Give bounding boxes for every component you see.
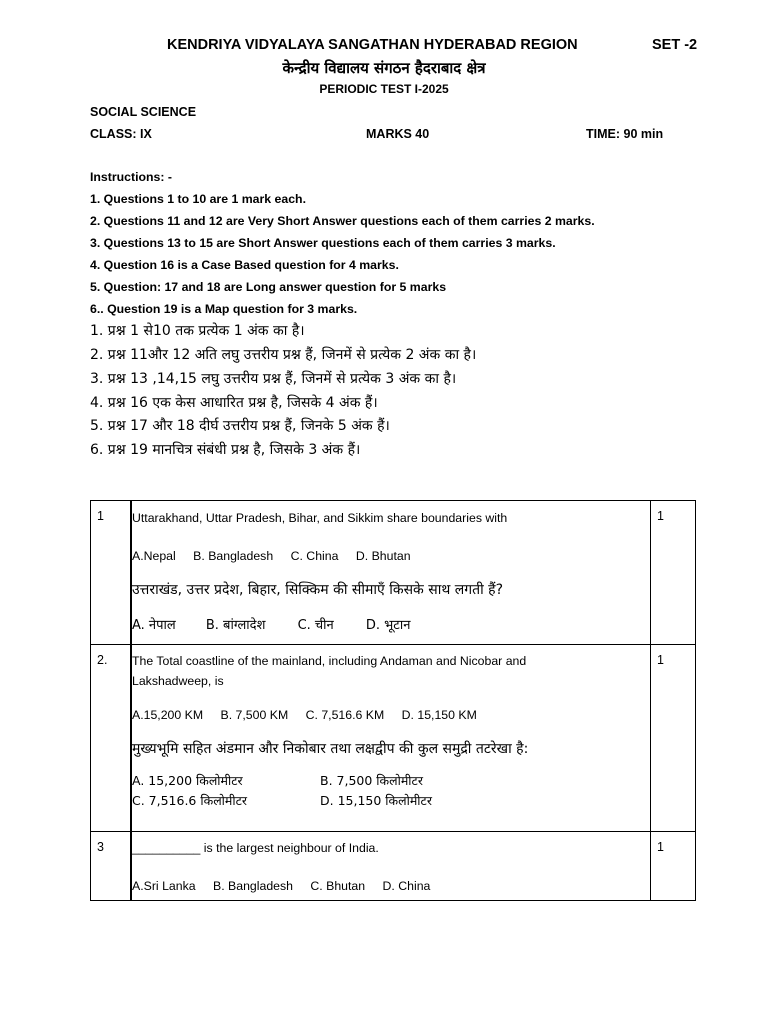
question-text: Uttarakhand, Uttar Pradesh, Bihar, and Sikkim share boundaries with xyxy=(132,511,508,525)
question-marks: 1 xyxy=(657,509,664,523)
question-options-hindi xyxy=(132,771,650,811)
hindi-instruction-line: 1. प्रश्न 1 से10 तक प्रत्येक 1 अंक का है। xyxy=(90,323,305,339)
question-text-hindi: उत्तराखंड, उत्तर प्रदेश, बिहार, सिक्किम की सीमाएँ किसके साथ लगती हैं? xyxy=(132,582,504,598)
set-label: SET -2 xyxy=(652,37,698,53)
question-number-cell xyxy=(91,832,132,901)
option-hindi: A. नेपाल xyxy=(132,618,176,633)
option: A.15,200 KM xyxy=(132,708,204,722)
school-title-hindi: केन्द्रीय विद्यालय संगठन हैदराबाद क्षेत्र xyxy=(282,59,486,77)
question-number: 3 xyxy=(97,840,104,854)
subject-label: SOCIAL SCIENCE xyxy=(90,105,197,119)
instruction-line: 3. Questions 13 to 15 are Short Answer questions each of them carries 3 marks. xyxy=(90,236,556,250)
option: D. Bhutan xyxy=(355,549,411,563)
option: D. 15,150 KM xyxy=(401,708,477,722)
marks-cell xyxy=(651,645,696,832)
option: D. China xyxy=(382,879,431,893)
question-options xyxy=(132,705,650,725)
time-label: TIME: 90 min xyxy=(586,127,664,141)
instruction-line: 5. Question: 17 and 18 are Long answer question for 5 marks xyxy=(90,280,447,294)
question-options xyxy=(132,546,650,566)
question-body xyxy=(131,832,651,901)
option-hindi: C. 7,516.6 किलोमीटर xyxy=(132,793,248,808)
option-hindi: B. 7,500 किलोमीटर xyxy=(320,773,423,788)
question-body xyxy=(131,645,651,832)
marks-cell xyxy=(651,501,696,645)
hindi-instruction-line: 2. प्रश्न 11और 12 अति लघु उत्तरीय प्रश्न हैं, जिनमें से प्रत्येक 2 अंक का है। xyxy=(90,347,477,363)
school-title: KENDRIYA VIDYALAYA SANGATHAN HYDERABAD REGION xyxy=(167,37,578,53)
option: B. Bangladesh xyxy=(213,879,293,893)
option: A.Nepal xyxy=(132,549,176,563)
hindi-instruction-line: 3. प्रश्न 13 ,14,15 लघु उत्तरीय प्रश्न हैं, जिनमें से प्रत्येक 3 अंक का है। xyxy=(90,371,457,387)
option-hindi: A. 15,200 किलोमीटर xyxy=(132,773,243,788)
option: C. China xyxy=(290,549,339,563)
hindi-instruction-line: 6. प्रश्न 19 मानचित्र संबंधी प्रश्न है, जिसके 3 अंक हैं। xyxy=(90,442,361,458)
option-hindi: D. 15,150 किलोमीटर xyxy=(320,793,432,808)
instructions-heading: Instructions: - xyxy=(90,170,172,184)
class-label: CLASS: IX xyxy=(90,127,152,141)
question-number-cell xyxy=(91,645,132,832)
option: C. Bhutan xyxy=(310,879,366,893)
question-text: __________ is the largest neighbour of India. xyxy=(132,841,379,855)
instruction-line: 1. Questions 1 to 10 are 1 mark each. xyxy=(90,192,306,206)
question-row xyxy=(91,645,696,832)
question-marks: 1 xyxy=(657,840,664,854)
instruction-line: 6.. Question 19 is a Map question for 3 marks. xyxy=(90,302,358,316)
hindi-instruction-line: 4. प्रश्न 16 एक केस आधारित प्रश्न है, जिसके 4 अंक हैं। xyxy=(90,395,378,411)
option: A.Sri Lanka xyxy=(132,879,196,893)
marks-cell xyxy=(651,832,696,901)
question-number-cell xyxy=(91,501,132,645)
question-body xyxy=(131,501,651,645)
option: C. 7,516.6 KM xyxy=(305,708,385,722)
hindi-instruction-line: 5. प्रश्न 17 और 18 दीर्घ उत्तरीय प्रश्न हैं, जिनके 5 अंक हैं। xyxy=(90,418,390,434)
option-hindi: B. बांग्लादेश xyxy=(205,618,266,633)
question-row xyxy=(91,501,696,645)
test-title: PERIODIC TEST I-2025 xyxy=(319,82,449,96)
instruction-line: 2. Questions 11 and 12 are Very Short Answer questions each of them carries 2 marks. xyxy=(90,214,595,228)
question-options xyxy=(132,876,650,896)
question-row xyxy=(91,832,696,901)
question-marks: 1 xyxy=(657,653,664,667)
question-number: 2. xyxy=(97,653,108,667)
questions-table xyxy=(90,500,696,901)
question-text-hindi: मुख्यभूमि सहित अंडमान और निकोबार तथा लक्षद्वीप की कुल समुद्री तटरेखा है: xyxy=(132,741,529,757)
option: B. 7,500 KM xyxy=(220,708,289,722)
option-hindi: C. चीन xyxy=(297,618,334,633)
question-options-hindi xyxy=(132,616,650,636)
question-text: The Total coastline of the mainland, including Andaman and Nicobar and Lakshadweep, is xyxy=(132,654,527,688)
marks-label: MARKS 40 xyxy=(366,127,430,141)
question-number: 1 xyxy=(97,509,104,523)
instruction-line: 4. Question 16 is a Case Based question for 4 marks. xyxy=(90,258,399,272)
option-hindi: D. भूटान xyxy=(365,618,411,633)
option: B. Bangladesh xyxy=(193,549,274,563)
